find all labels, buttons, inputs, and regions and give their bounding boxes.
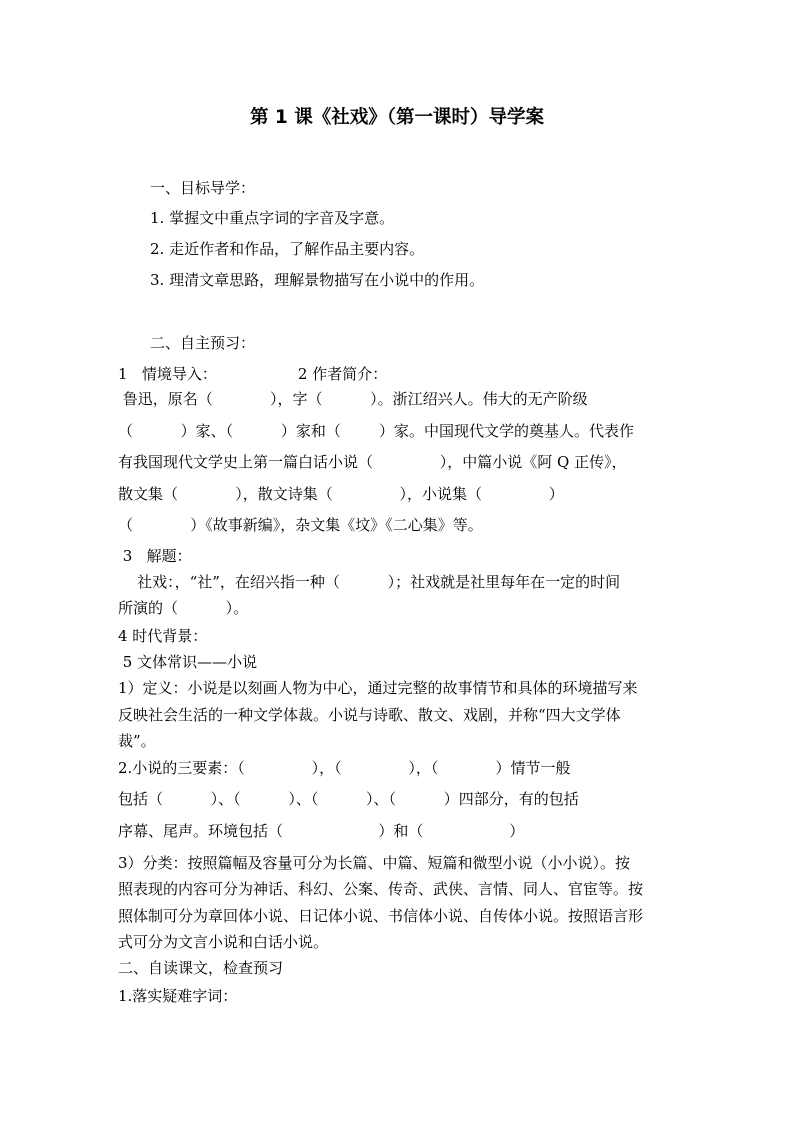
goal-item: 1. 掌握文中重点字词的字音及字意。 — [150, 209, 395, 227]
jieti-line: 所演的（ ）。 — [118, 599, 249, 617]
classification-line: 照体制可分为章回体小说、日记体小说、书信体小说、自传体小说。按照语言形 — [118, 907, 644, 925]
background-heading: 4 时代背景： — [118, 627, 208, 645]
jieti-line: 社戏：，“社”，在绍兴指一种（ ）；社戏就是社里每年在一定的时间 — [118, 573, 621, 591]
section-heading-preview: 二、自主预习： — [150, 334, 256, 352]
genre-heading: 5 文体常识——小说 — [118, 653, 258, 671]
author-line: （ ）《故事新编》，杂文集《坟》《二心集》等。 — [118, 516, 483, 534]
page-title: 第 1 课《社戏》（第一课时）导学案 — [249, 107, 544, 128]
classification-line: 照表现的内容可分为神话、科幻、公案、传奇、武侠、言情、同人、官宦等。按 — [118, 880, 644, 898]
definition-line: 裁”。 — [118, 732, 156, 750]
goal-item: 3. 理清文章思路，理解景物描写在小说中的作用。 — [150, 271, 485, 289]
section-heading-goals: 一、目标导学： — [150, 179, 256, 197]
intro-line: 1 情境导入： 2 作者简介： — [118, 365, 388, 383]
elements-line: 包括（ ）、（ ）、（ ）、（ ）四部分，有的包括 — [118, 790, 579, 808]
elements-line: 2.小说的三要素：（ ），（ ），（ ）情节一般 — [118, 759, 571, 777]
classification-line: 3）分类：按照篇幅及容量可分为长篇、中篇、短篇和微型小说（小小说）。按 — [118, 854, 631, 872]
classification-line: 式可分为文言小说和白话小说。 — [118, 933, 329, 951]
definition-line: 反映社会生活的一种文学体裁。小说与诗歌、散文、戏剧，并称“四大文学体 — [118, 706, 621, 724]
definition-line: 1）定义：小说是以刻画人物为中心，通过完整的故事情节和具体的环境描写来 — [118, 679, 638, 697]
difficult-words-item: 1.落实疑难字词： — [118, 987, 238, 1005]
section-heading-self-reading: 二、自读课文，检查预习 — [118, 959, 284, 977]
author-line: （ ）家、（ ）家和（ ）家。中国现代文学的奠基人。代表作 — [118, 422, 635, 440]
goal-item: 2. 走近作者和作品，了解作品主要内容。 — [150, 240, 425, 258]
author-line: 有我国现代文学史上第一篇白话小说（ ），中篇小说《阿 Q 正传》， — [118, 453, 627, 471]
jieti-heading: 3 解题： — [118, 547, 192, 565]
elements-line: 序幕、尾声。环境包括（ ）和（ ） — [118, 822, 525, 840]
author-line: 鲁迅，原名（ ），字（ ）。浙江绍兴人。伟大的无产阶级 — [118, 390, 588, 408]
author-line: 散文集（ ），散文诗集（ ），小说集（ ） — [118, 485, 564, 503]
